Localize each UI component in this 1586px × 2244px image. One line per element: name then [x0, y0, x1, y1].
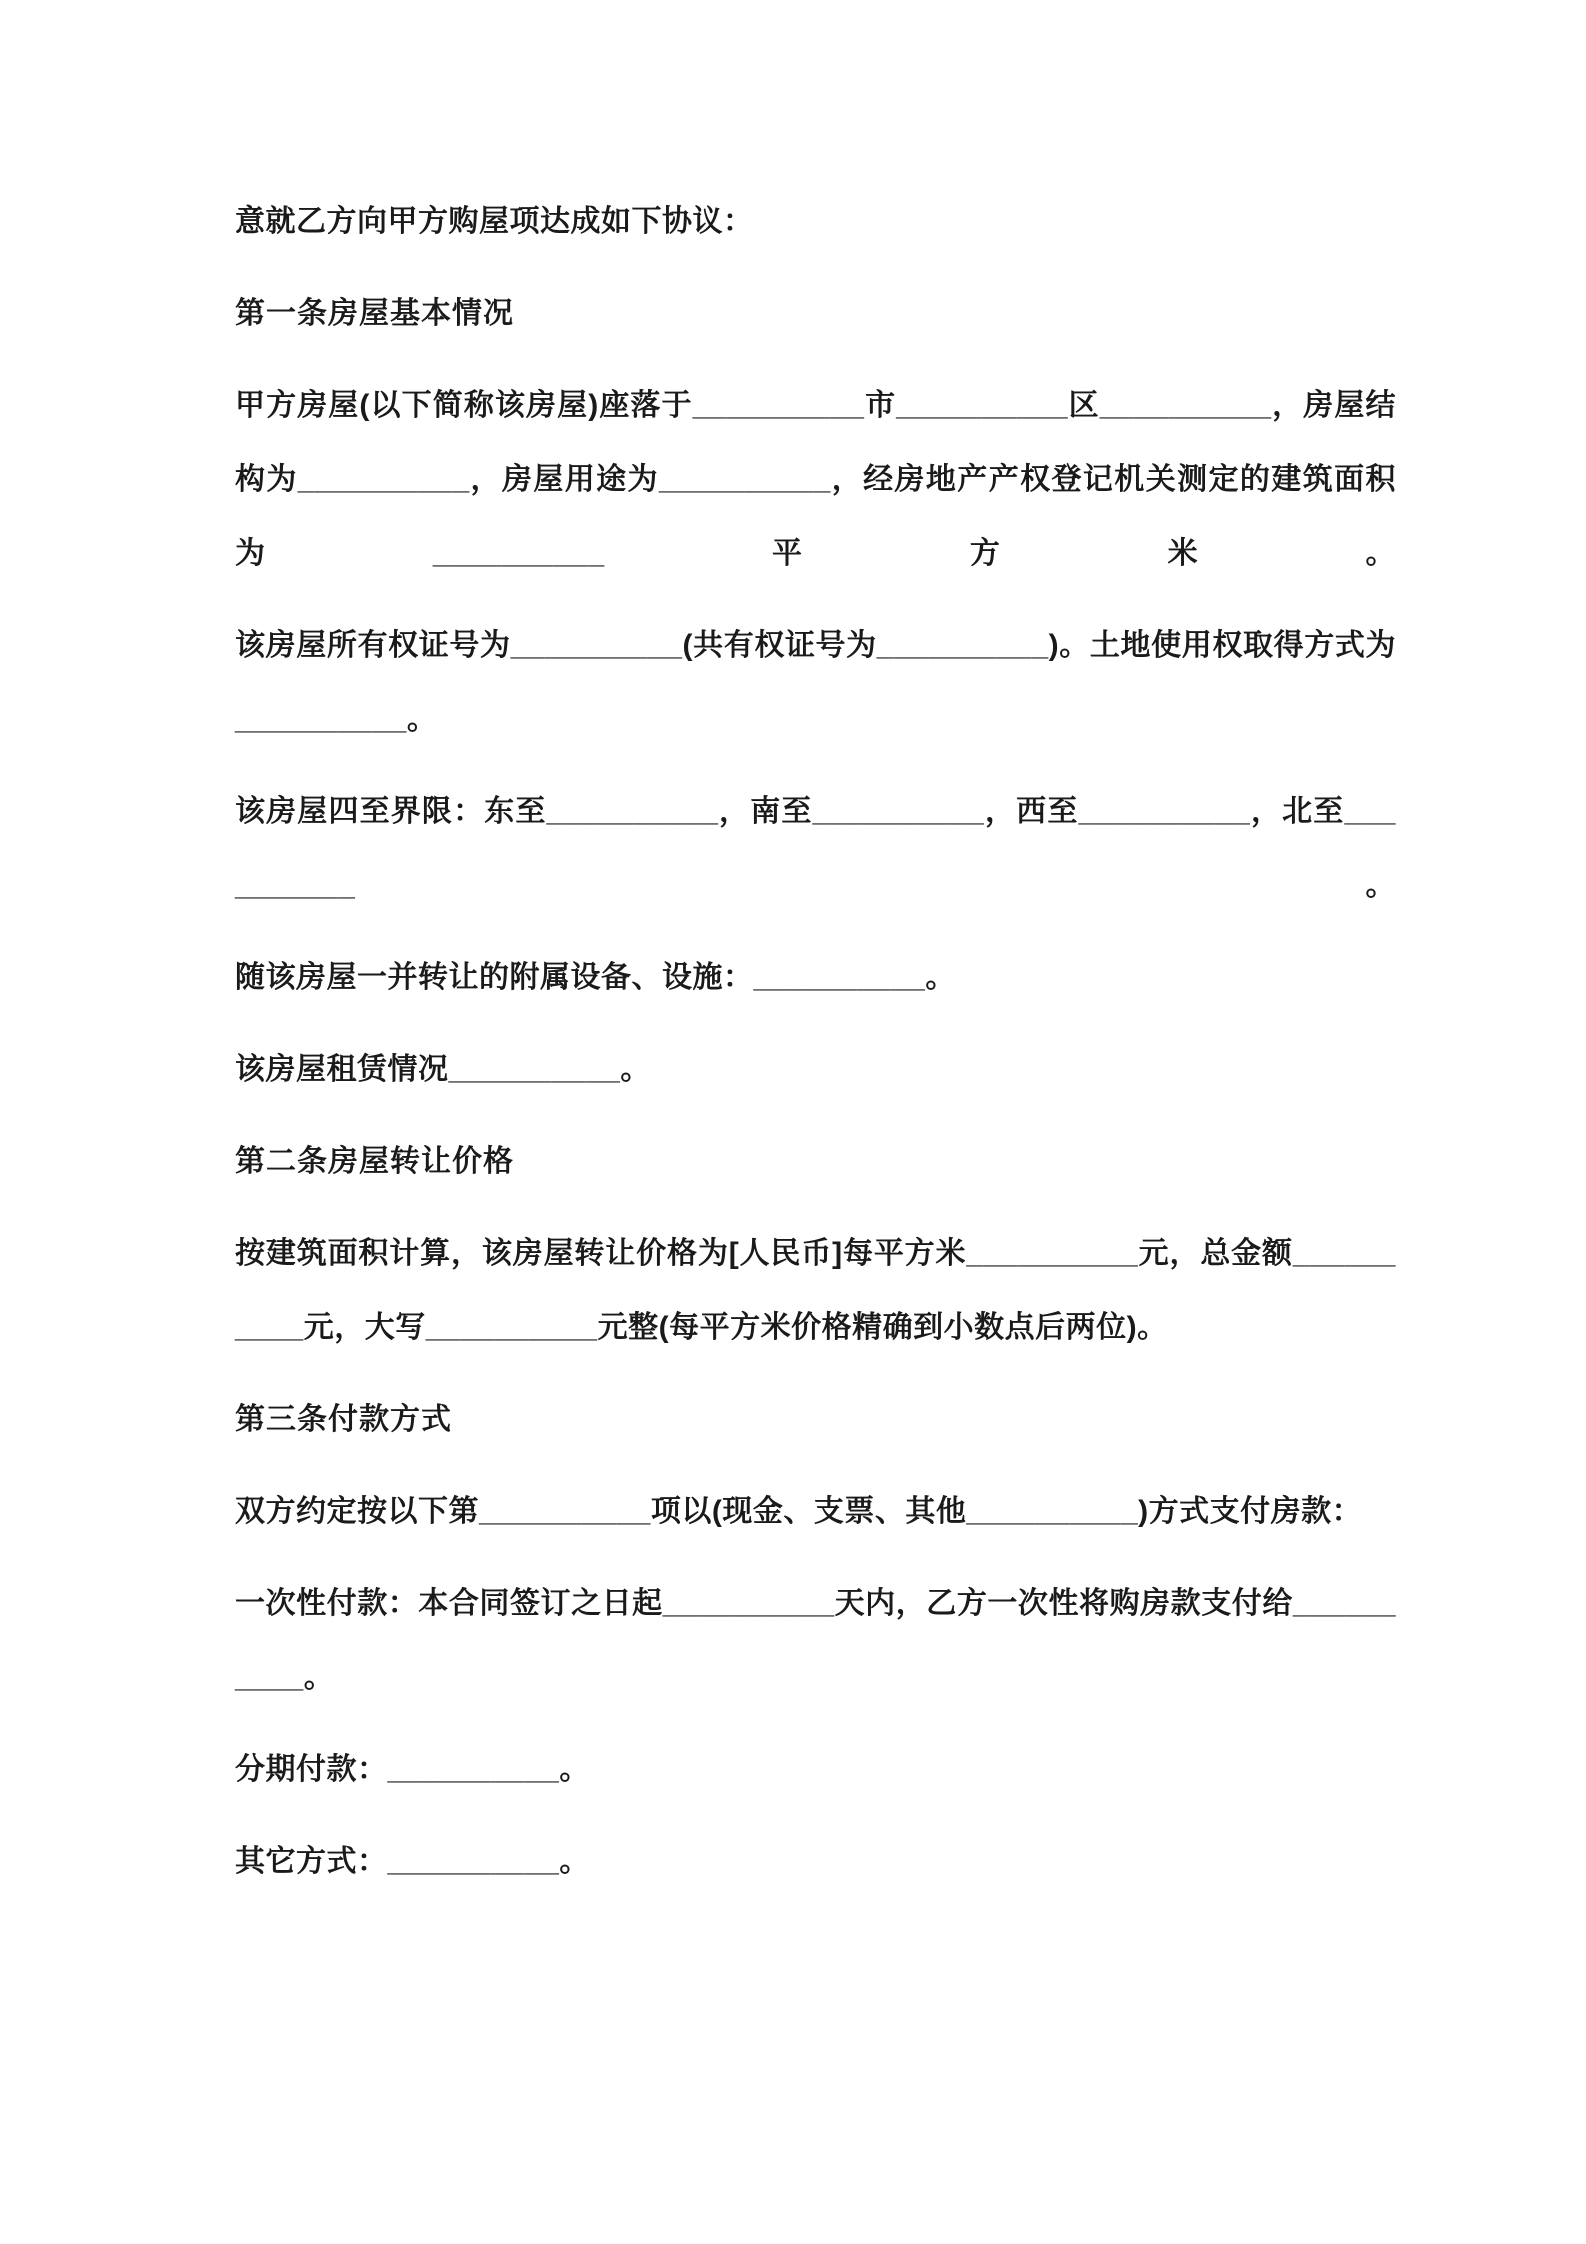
heading-article-2: 第二条房屋转让价格: [235, 1145, 514, 1178]
paragraph-attached-equipment: 随该房屋一并转让的附属设备、设施：__________。: [235, 961, 956, 994]
paragraph-boundaries: 该房屋四至界限：东至__________，南至__________，西至__________，北至__________。: [235, 795, 1396, 902]
paragraph-intro: 意就乙方向甲方购屋项达成如下协议：: [235, 205, 754, 238]
document-body: [235, 185, 1396, 1899]
paragraph-transfer-price: 按建筑面积计算，该房屋转让价格为[人民币]每平方米__________元，总金额__________元，大写__________元整(每平方米价格精确到小数点后两位)。: [235, 1237, 1396, 1344]
paragraph-other-payment: 其它方式：__________。: [235, 1845, 590, 1878]
paragraph-payment-options: 双方约定按以下第__________项以(现金、支票、其他__________)方式支付房款：: [235, 1495, 1363, 1528]
paragraph-lump-sum-payment: 一次性付款：本合同签订之日起__________天内，乙方一次性将购房款支付给__________。: [235, 1587, 1396, 1694]
paragraph-house-location: 甲方房屋(以下简称该房屋)座落于__________市__________区__________，房屋结构为__________，房屋用途为__________，经房地产产权登记机关测定的建筑面积为__________平方米。: [235, 389, 1396, 570]
heading-article-3: 第三条付款方式: [235, 1403, 452, 1436]
paragraph-lease-status: 该房屋租赁情况__________。: [235, 1053, 651, 1086]
heading-article-1: 第一条房屋基本情况: [235, 297, 514, 330]
paragraph-ownership-certificate: 该房屋所有权证号为__________(共有权证号为__________)。土地使用权取得方式为__________。: [235, 629, 1396, 736]
paragraph-installment-payment: 分期付款：__________。: [235, 1753, 590, 1786]
